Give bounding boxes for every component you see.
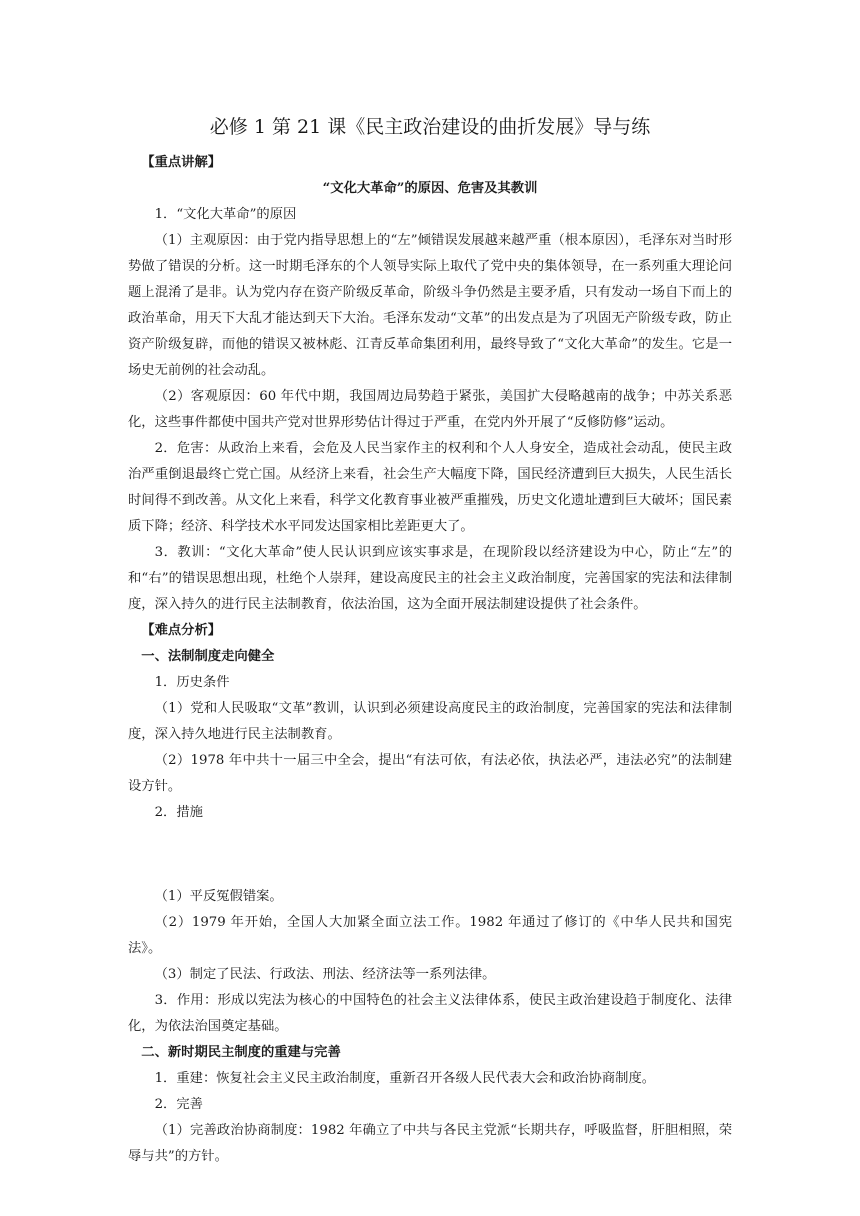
paragraph: 3．教训：“文化大革命”使人民认识到应该实事求是，在现阶段以经济建设为中心，防止“左”的和“右”的错误思想出现，杜绝个人崇拜，建设高度民主的社会主义政治制度，完善国家的宪法和法律制度，深入持久的进行民主法制教育，依法治国，这为全面开展法制建设提供了社会条件。 — [128, 545, 732, 612]
paragraph: （2）客观原因：60 年代中期，我国周边局势趋于紧张，美国扩大侵略越南的战争；中苏关系恶化，这些事件都使中国共产党对世界形势估计得过于严重，在党内外开展了“反修防修”运动。 — [128, 389, 732, 430]
document-title: 必修 1 第 21 课《民主政治建设的曲折发展》导与练 — [209, 116, 651, 138]
blank-line — [128, 842, 732, 868]
paragraph: （2）1979 年开始，全国人大加紧全面立法工作。1982 年通过了修订的《中华人民共和国宪法》。 — [128, 915, 732, 956]
section-heading: 二、新时期民主制度的重建与完善 — [141, 1045, 341, 1060]
paragraph: 1．重建：恢复社会主义民主政治制度，重新召开各级人民代表大会和政治协商制度。 — [154, 1071, 656, 1086]
paragraph: （1）平反冤假错案。 — [154, 889, 283, 904]
section-heading: 一、法制制度走向健全 — [141, 649, 275, 664]
paragraph: （1）完善政治协商制度：1982 年确立了中共与各民主党派“长期共存，呼吸监督，肝胆相照，荣辱与共”的方针。 — [128, 1123, 732, 1164]
paragraph: 2．措施 — [154, 805, 203, 820]
paragraph: 3．作用：形成以宪法为核心的中国特色的社会主义法律体系，使民主政治建设趋于制度化、法律化，为依法治国奠定基础。 — [128, 993, 732, 1034]
paragraph: 1．历史条件 — [154, 675, 230, 690]
document-body — [128, 150, 732, 1170]
paragraph: 2．危害：从政治上来看，会危及人民当家作主的权利和个人人身安全，造成社会动乱，使民主政治严重倒退最终亡党亡国。从经济上来看，社会生产大幅度下降，国民经济遭到巨大损失，人民生活长时间得不到改善。从文化上来看，科学文化教育事业被严重摧残，历史文化遗址遭到巨大破坏；国民素质下降；经济、科学技术水平同发达国家相比差距更大了。 — [128, 441, 732, 534]
paragraph: 2．完善 — [154, 1097, 203, 1112]
paragraph: （1）主观原因：由于党内指导思想上的“左”倾错误发展越来越严重（根本原因），毛泽东对当时形势做了错误的分析。这一时期毛泽东的个人领导实际上取代了党中央的集体领导，在一系列重大理论问题上混淆了是非。认为党内存在资产阶级反革命，阶级斗争仍然是主要矛盾，只有发动一场自下而上的政治革命，用天下大乱才能达到天下大治。毛泽东发动“文革”的出发点是为了巩固无产阶级专政，防止资产阶级复辟，而他的错误又被林彪、江青反革命集团利用，最终导致了“文化大革命”的发生。它是一场史无前例的社会动乱。 — [128, 233, 732, 378]
section-heading: 【重点讲解】 — [141, 155, 222, 170]
paragraph: （3）制定了民法、行政法、刑法、经济法等一系列法律。 — [154, 967, 496, 982]
paragraph: （1）党和人民吸取“文革”教训，认识到必须建设高度民主的政治制度，完善国家的宪法和法律制度，深入持久地进行民主法制教育。 — [128, 701, 732, 742]
paragraph: 1．“文化大革命”的原因 — [154, 207, 297, 222]
section-heading: “文化大革命”的原因、危害及其教训 — [322, 181, 538, 196]
section-heading: 【难点分析】 — [141, 623, 222, 638]
paragraph: （2）1978 年中共十一届三中全会，提出“有法可依，有法必依，执法必严，违法必究”的法制建设方针。 — [128, 753, 732, 794]
